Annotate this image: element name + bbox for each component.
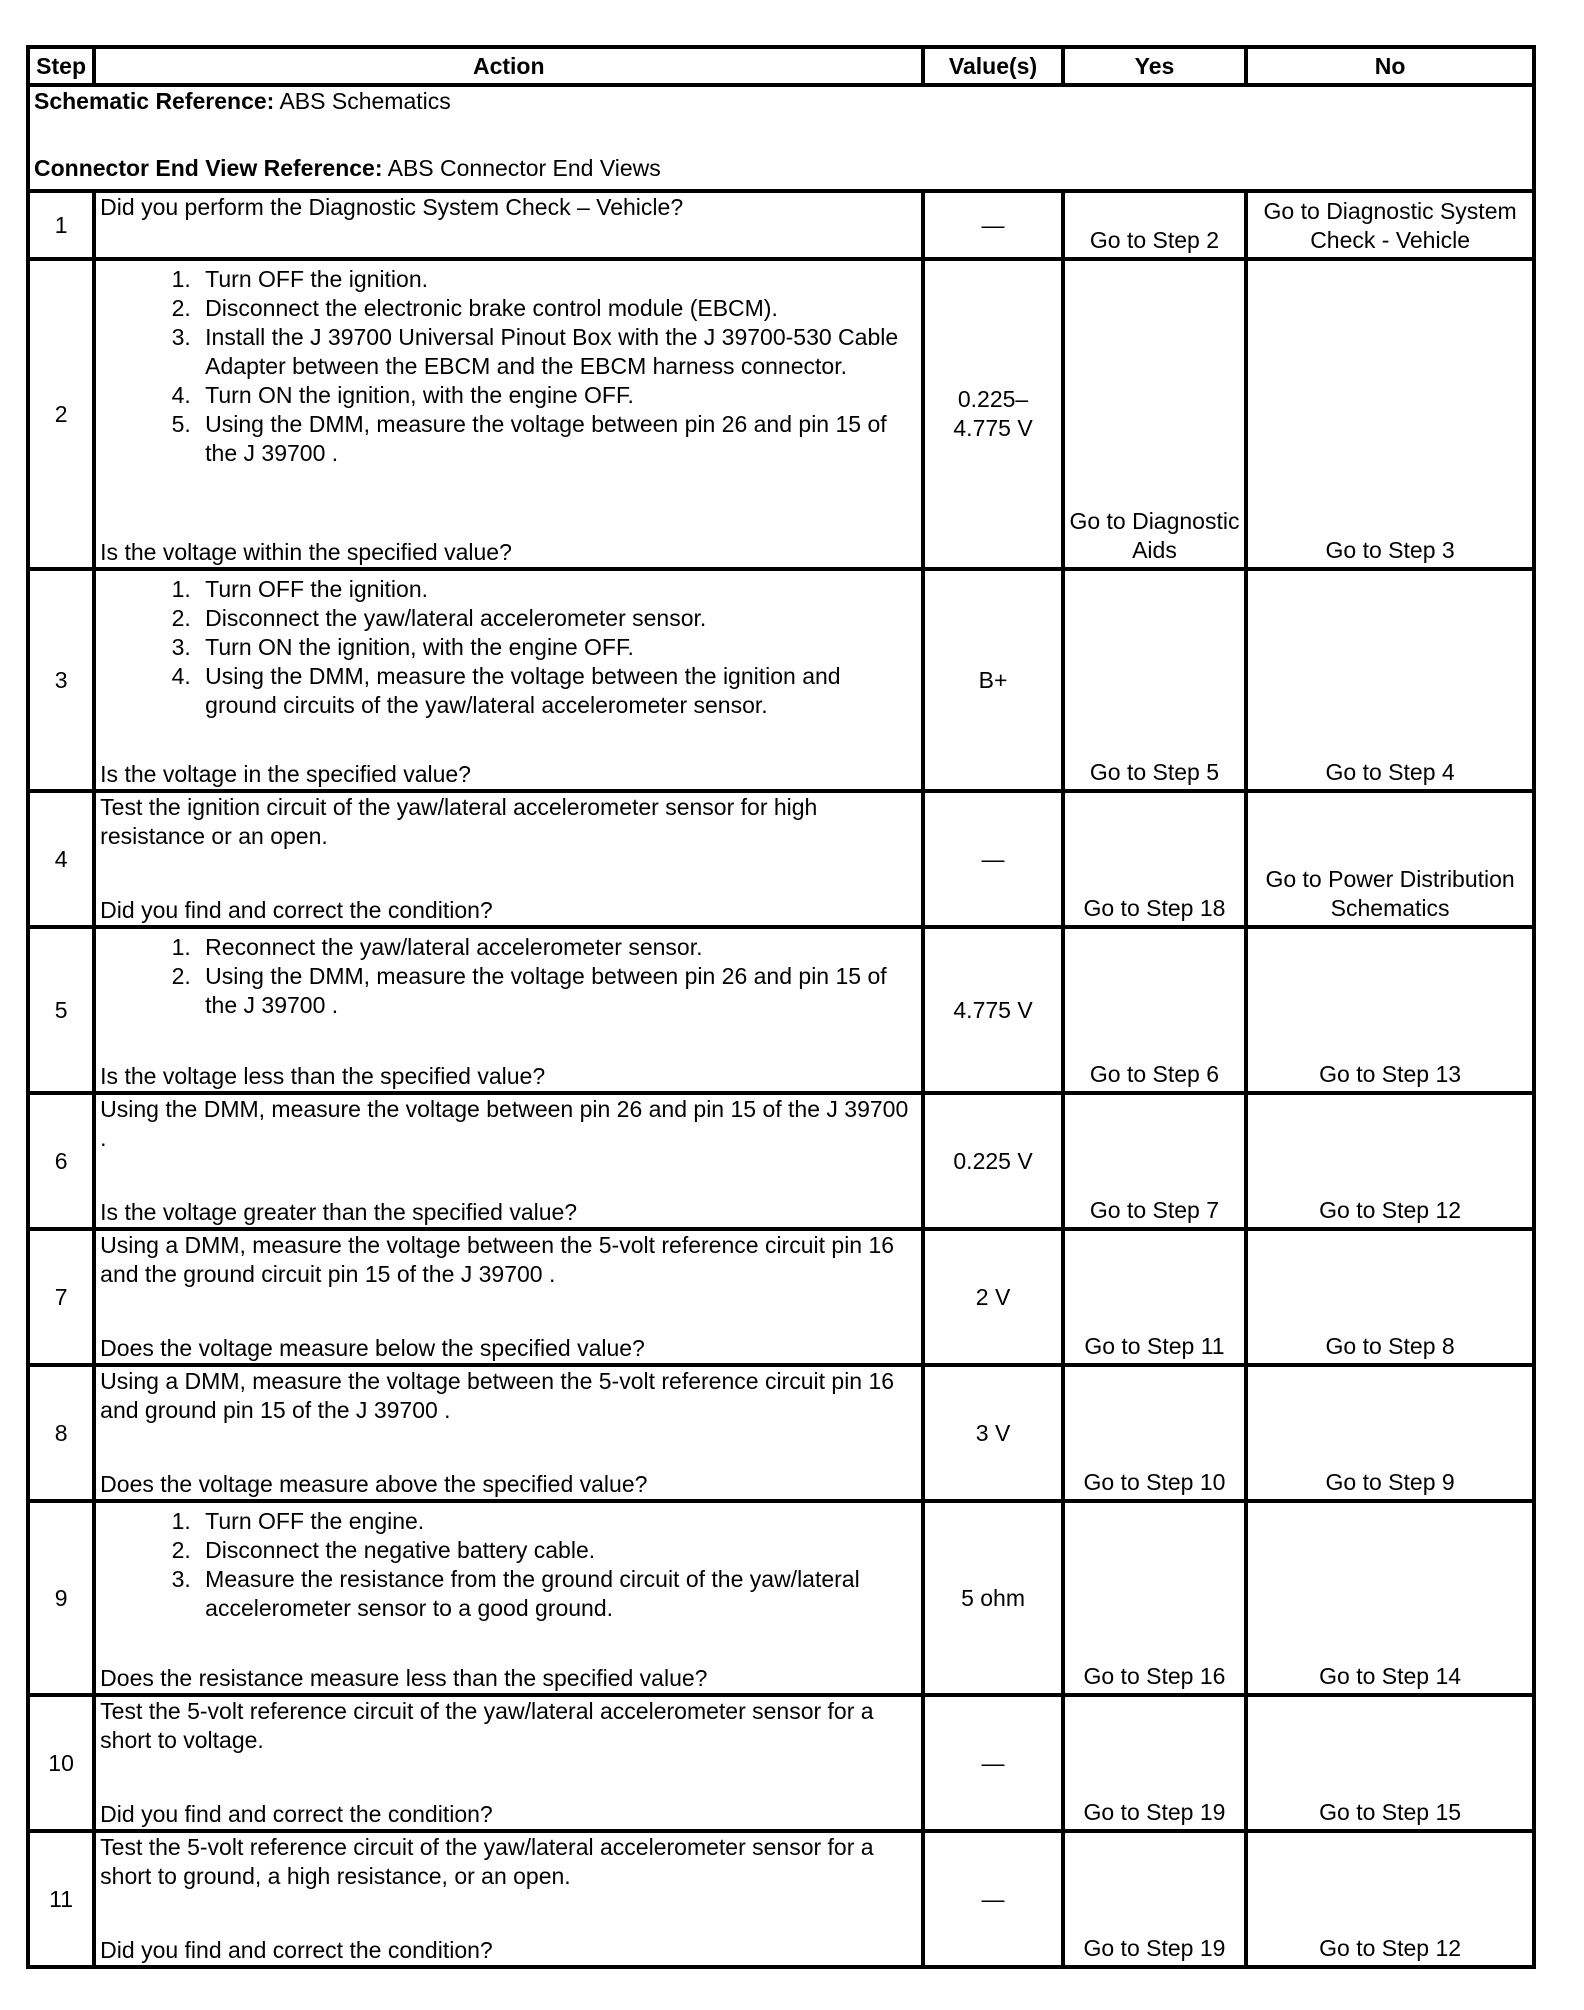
action-step-item: 3. Turn ON the ignition, with the engine OFF. [197,633,917,662]
yes-result: Go to Step 19 [1063,1695,1246,1831]
action-content [100,929,917,1091]
action-content [100,1833,917,1965]
action-body [100,1367,917,1425]
value-cell: 0.225–4.775 V [923,259,1062,569]
header-values: Value(s) [923,47,1062,85]
action-question: Is the voltage greater than the specified value? [100,1199,578,1225]
step-number: 1 [28,191,94,259]
header-step: Step [28,47,94,85]
action-step-item: 2. Disconnect the yaw/lateral accelerometer sensor. [197,604,917,633]
action-content [100,1231,917,1363]
no-result: Go to Step 13 [1246,927,1534,1093]
action-body [100,571,917,720]
reference-cell [28,85,1534,191]
no-result: Go to Power Distribution Schematics [1246,791,1534,927]
action-body [100,1231,917,1289]
action-question: Is the voltage within the specified value? [100,539,512,565]
action-question: Is the voltage less than the specified value? [100,1063,546,1089]
schematic-reference [34,87,1528,116]
no-result: Go to Step 8 [1246,1229,1534,1365]
action-step-item: 3. Measure the resistance from the ground circuit of the yaw/lateral accelerometer sensor to a good ground. [197,1565,917,1623]
action-content [100,1697,917,1829]
step-row [28,791,1534,927]
action-cell [94,191,923,259]
action-steps-list [100,1507,917,1623]
step-number: 11 [28,1831,94,1967]
yes-result: Go to Step 18 [1063,791,1246,927]
action-text: Did you perform the Diagnostic System Check – Vehicle? [100,194,684,220]
value-cell: B+ [923,569,1062,791]
value-cell: 3 V [923,1365,1062,1501]
diagnostic-table [26,45,1536,1969]
step-number: 8 [28,1365,94,1501]
action-cell [94,1501,923,1695]
step-row [28,1501,1534,1695]
action-step-item: 5. Using the DMM, measure the voltage between pin 26 and pin 15 of the J 39700 . [197,410,917,468]
connector-reference [34,154,1528,183]
action-body [100,261,917,468]
value-cell: 4.775 V [923,927,1062,1093]
header-no: No [1246,47,1534,85]
action-text: Using the DMM, measure the voltage between pin 26 and pin 15 of the J 39700 . [100,1096,909,1151]
action-cell [94,791,923,927]
no-result: Go to Step 15 [1246,1695,1534,1831]
connector-reference-label: Connector End View Reference: [34,155,383,181]
action-question: Did you find and correct the condition? [100,1937,493,1963]
action-cell [94,259,923,569]
action-body [100,1503,917,1623]
action-step-item: 1. Turn OFF the ignition. [197,265,917,294]
value-cell: 5 ohm [923,1501,1062,1695]
action-content [100,1095,917,1227]
action-content [100,193,917,257]
header-action: Action [94,47,923,85]
action-cell [94,927,923,1093]
yes-result: Go to Step 11 [1063,1229,1246,1365]
yes-result: Go to Step 10 [1063,1365,1246,1501]
no-result: Go to Step 3 [1246,259,1534,569]
step-number: 2 [28,259,94,569]
action-body [100,929,917,1020]
action-step-item: 3. Install the J 39700 Universal Pinout Box with the J 39700-530 Cable Adapter between the EBCM and the EBCM harness connector. [197,323,917,381]
action-body [100,793,917,851]
action-steps-list [100,933,917,1020]
action-content [100,793,917,925]
value-cell: 2 V [923,1229,1062,1365]
action-text: Test the 5-volt reference circuit of the yaw/lateral accelerometer sensor for a short to ground, a high resistance, or an open. [100,1834,874,1889]
action-steps-list [100,265,917,468]
action-content [100,261,917,567]
yes-result: Go to Step 19 [1063,1831,1246,1967]
action-step-item: 2. Disconnect the negative battery cable. [197,1536,917,1565]
action-question: Did you find and correct the condition? [100,1801,493,1827]
yes-result: Go to Step 2 [1063,191,1246,259]
step-number: 5 [28,927,94,1093]
step-row [28,1695,1534,1831]
action-cell [94,1093,923,1229]
action-question: Does the resistance measure less than the specified value? [100,1665,708,1691]
yes-result: Go to Diagnostic Aids [1063,259,1246,569]
action-content [100,1367,917,1499]
action-question: Does the voltage measure above the specified value? [100,1471,648,1497]
connector-reference-value: ABS Connector End Views [382,155,661,181]
value-cell: — [923,1831,1062,1967]
action-question: Did you find and correct the condition? [100,897,493,923]
value-cell: 0.225 V [923,1093,1062,1229]
action-text: Test the ignition circuit of the yaw/lateral accelerometer sensor for high resistance or an open. [100,794,818,849]
action-question: Does the voltage measure below the specified value? [100,1335,645,1361]
action-text: Using a DMM, measure the voltage between the 5-volt reference circuit pin 16 and the ground circuit pin 15 of the J 39700 . [100,1232,895,1287]
action-cell [94,1229,923,1365]
action-body [100,1697,917,1755]
action-cell [94,1831,923,1967]
action-body [100,193,917,222]
action-step-item: 1. Turn OFF the engine. [197,1507,917,1536]
action-step-item: 4. Using the DMM, measure the voltage between the ignition and ground circuits of the yaw/lateral accelerometer sensor. [197,662,917,720]
step-row [28,191,1534,259]
step-row [28,1365,1534,1501]
yes-result: Go to Step 7 [1063,1093,1246,1229]
action-cell [94,1695,923,1831]
step-row [28,1229,1534,1365]
action-step-item: 1. Reconnect the yaw/lateral accelerometer sensor. [197,933,917,962]
yes-result: Go to Step 5 [1063,569,1246,791]
no-result: Go to Step 14 [1246,1501,1534,1695]
action-question: Is the voltage in the specified value? [100,761,471,787]
reference-row [28,85,1534,191]
action-steps-list [100,575,917,720]
action-content [100,1503,917,1693]
step-row [28,569,1534,791]
step-row [28,1831,1534,1967]
header-row [28,47,1534,85]
action-step-item: 4. Turn ON the ignition, with the engine OFF. [197,381,917,410]
step-row [28,1093,1534,1229]
action-body [100,1095,917,1153]
no-result: Go to Step 4 [1246,569,1534,791]
action-text: Using a DMM, measure the voltage between the 5-volt reference circuit pin 16 and ground pin 15 of the J 39700 . [100,1368,895,1423]
action-cell [94,1365,923,1501]
step-number: 6 [28,1093,94,1229]
yes-result: Go to Step 6 [1063,927,1246,1093]
step-number: 9 [28,1501,94,1695]
no-result: Go to Step 12 [1246,1831,1534,1967]
step-number: 4 [28,791,94,927]
schematic-reference-value: ABS Schematics [274,88,451,114]
action-text: Test the 5-volt reference circuit of the yaw/lateral accelerometer sensor for a short to voltage. [100,1698,874,1753]
action-step-item: 1. Turn OFF the ignition. [197,575,917,604]
no-result: Go to Step 9 [1246,1365,1534,1501]
action-step-item: 2. Disconnect the electronic brake control module (EBCM). [197,294,917,323]
yes-result: Go to Step 16 [1063,1501,1246,1695]
value-cell: — [923,1695,1062,1831]
action-body [100,1833,917,1891]
no-result: Go to Diagnostic System Check - Vehicle [1246,191,1534,259]
value-cell: — [923,791,1062,927]
action-step-item: 2. Using the DMM, measure the voltage between pin 26 and pin 15 of the J 39700 . [197,962,917,1020]
schematic-reference-label: Schematic Reference: [34,88,275,114]
action-cell [94,569,923,791]
action-content [100,571,917,789]
step-row [28,259,1534,569]
value-cell: — [923,191,1062,259]
step-number: 10 [28,1695,94,1831]
no-result: Go to Step 12 [1246,1093,1534,1229]
header-yes: Yes [1063,47,1246,85]
step-row [28,927,1534,1093]
step-number: 3 [28,569,94,791]
step-number: 7 [28,1229,94,1365]
